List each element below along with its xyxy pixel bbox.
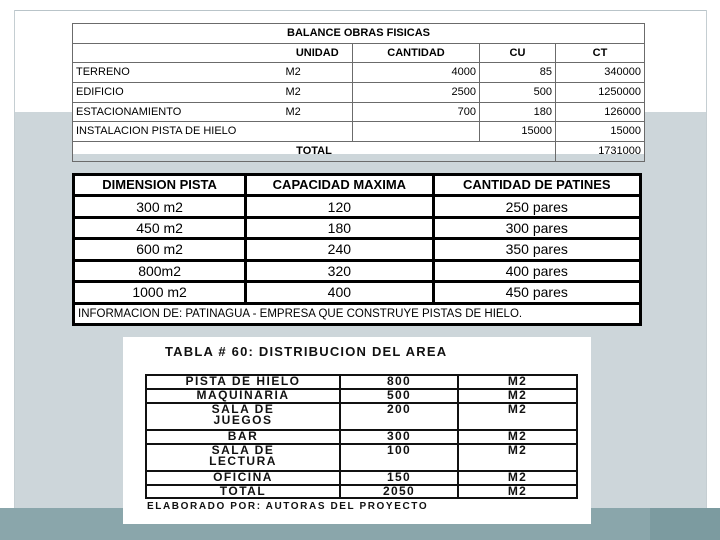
balance-unidad: M2 [283,83,353,103]
distribucion-row [146,444,577,471]
distribucion-valor: 300 [340,430,458,444]
pistas-capacidad: 400 [247,283,431,301]
pistas-patines: 450 pares [435,283,639,301]
distribucion-area: PISTA DE HIELO [146,375,340,389]
pistas-header-dimension: DIMENSION PISTA [75,176,244,194]
distribucion-unidad: M2 [458,485,577,498]
slide-left-rule [14,10,15,508]
pistas-row [75,197,639,215]
balance-header-concepto [73,43,283,63]
pistas-row [75,219,639,237]
balance-cantidad: 2500 [353,83,480,103]
distribucion-table-image [123,337,591,524]
distribucion-valor: 800 [340,375,458,389]
pistas-table [72,173,642,326]
distribucion-area: MAQUINARIA [146,389,340,403]
balance-ct: 126000 [556,102,645,122]
pistas-dimension: 450 m2 [75,219,244,237]
balance-cantidad: 700 [353,102,480,122]
distribucion-row [146,471,577,485]
distribucion-valor: 150 [340,471,458,485]
balance-title: BALANCE OBRAS FISICAS [73,24,645,44]
slide-top-rule [14,10,706,11]
balance-header-cu: CU [480,43,556,63]
pistas-patines: 350 pares [435,240,639,258]
balance-cu: 500 [480,83,556,103]
distribucion-row [146,403,577,430]
pistas-footer-row [75,305,639,323]
pistas-patines: 300 pares [435,219,639,237]
slide-right-rule [706,10,707,508]
balance-row [73,122,645,142]
pistas-capacidad: 240 [247,240,431,258]
pistas-header-row [75,176,639,194]
pistas-dimension: 800m2 [75,262,244,280]
distribucion-area: TOTAL [146,485,340,498]
distribucion-unidad: M2 [458,444,577,471]
distribucion-footer: ELABORADO POR: AUTORAS DEL PROYECTO [147,501,429,512]
distribucion-row [146,430,577,444]
pistas-row [75,262,639,280]
balance-cu: 15000 [480,122,556,142]
distribucion-unidad: M2 [458,430,577,444]
balance-row [73,102,645,122]
pistas-capacidad: 120 [247,197,431,215]
distribucion-valor: 100 [340,444,458,471]
distribucion-unidad: M2 [458,471,577,485]
balance-cu: 85 [480,63,556,83]
balance-concepto: TERRENO [73,63,283,83]
pistas-patines: 400 pares [435,262,639,280]
balance-header-unidad: UNIDAD [283,43,353,63]
balance-concepto: EDIFICIO [73,83,283,103]
distribucion-valor: 500 [340,389,458,403]
pistas-capacidad: 320 [247,262,431,280]
balance-total-label: TOTAL [73,142,556,162]
distribucion-valor: 200 [340,403,458,430]
balance-total-value: 1731000 [556,142,645,162]
balance-concepto: ESTACIONAMIENTO [73,102,283,122]
distribucion-unidad: M2 [458,403,577,430]
pistas-header-capacidad: CAPACIDAD MAXIMA [247,176,431,194]
balance-concepto: INSTALACION PISTA DE HIELO [73,122,353,142]
pistas-dimension: 300 m2 [75,197,244,215]
balance-header-ct: CT [556,43,645,63]
balance-ct: 15000 [556,122,645,142]
balance-row [73,63,645,83]
slide-footer-accent [650,508,720,540]
distribucion-unidad: M2 [458,375,577,389]
distribucion-area: SALA DE JUEGOS [146,403,340,430]
pistas-dimension: 600 m2 [75,240,244,258]
pistas-row [75,283,639,301]
pistas-capacidad: 180 [247,219,431,237]
pistas-row [75,240,639,258]
balance-header-row [73,43,645,63]
pistas-patines: 250 pares [435,197,639,215]
distribucion-area: OFICINA [146,471,340,485]
distribucion-unidad: M2 [458,389,577,403]
distribucion-area: BAR [146,430,340,444]
distribucion-row [146,389,577,403]
balance-cantidad [353,122,480,142]
balance-cantidad: 4000 [353,63,480,83]
balance-total-row [73,142,645,162]
balance-title-row [73,24,645,44]
balance-ct: 1250000 [556,83,645,103]
balance-ct: 340000 [556,63,645,83]
balance-row [73,83,645,103]
distribucion-table [145,374,578,499]
pistas-header-patines: CANTIDAD DE PATINES [435,176,639,194]
balance-header-cantidad: CANTIDAD [353,43,480,63]
distribucion-area: SALA DE LECTURA [146,444,340,471]
pistas-dimension: 1000 m2 [75,283,244,301]
distribucion-total-row [146,485,577,498]
distribucion-row [146,375,577,389]
balance-unidad: M2 [283,63,353,83]
balance-cu: 180 [480,102,556,122]
balance-unidad: M2 [283,102,353,122]
distribucion-title: TABLA # 60: DISTRIBUCION DEL AREA [165,344,448,359]
pistas-footer: INFORMACION DE: PATINAGUA - EMPRESA QUE CONSTRUYE PISTAS DE HIELO. [75,305,639,323]
distribucion-valor: 2050 [340,485,458,498]
balance-table [72,23,644,157]
